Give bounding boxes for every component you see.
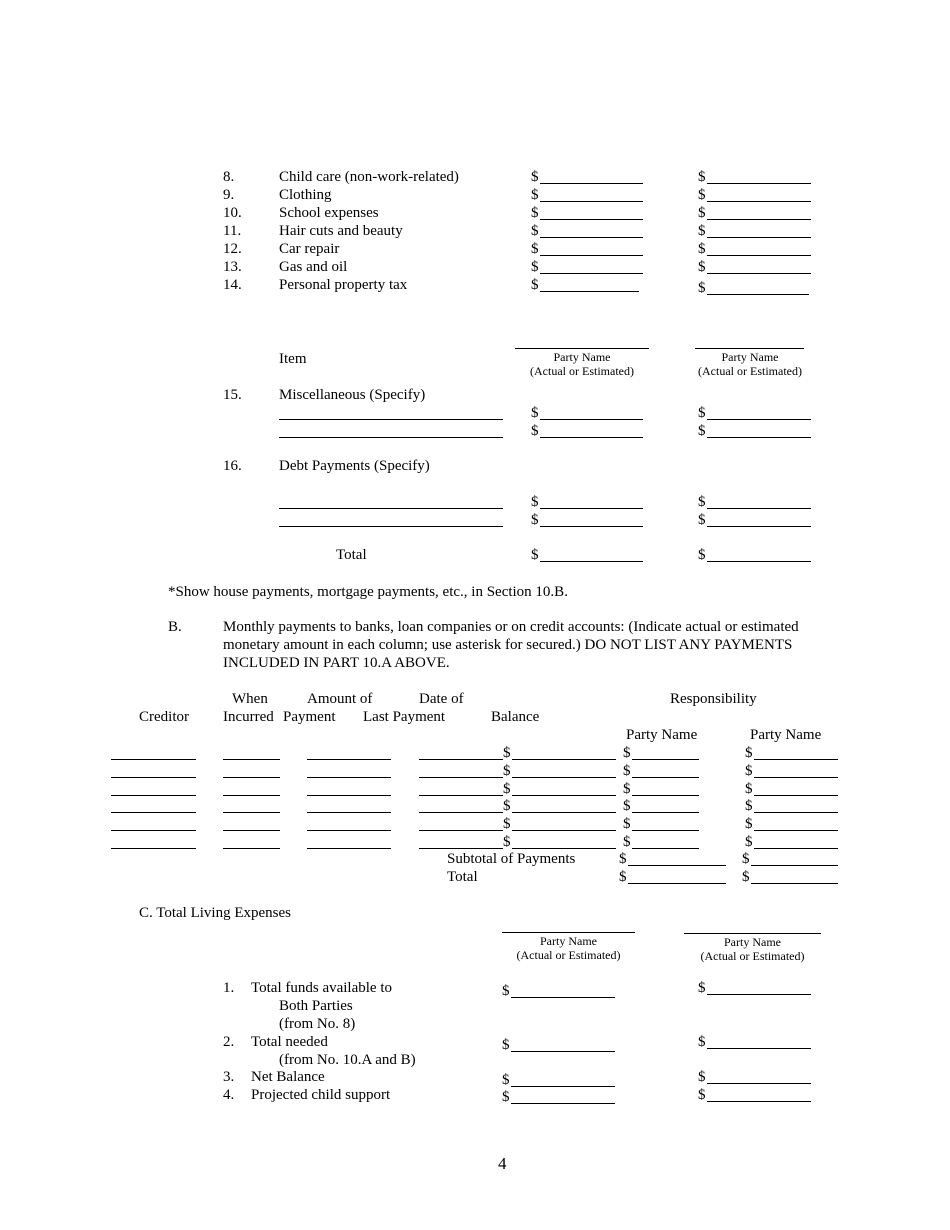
debt-amount-party-2-line[interactable] [707,526,811,527]
when-incurred-field[interactable] [223,812,280,813]
amount-of-payment-field[interactable] [307,759,391,760]
item-amount-party-2-line[interactable] [707,273,811,274]
when-incurred-field[interactable] [223,830,280,831]
party-1-responsibility-line[interactable] [632,812,699,813]
misc-amount-party-1-line[interactable] [540,419,643,420]
party-2-responsibility-line[interactable] [754,759,838,760]
misc-amount-party-2-dollar-sign: $ [698,423,706,439]
debt-label: Debt Payments (Specify) [279,458,430,474]
date-of-last-payment-field[interactable] [419,848,503,849]
balance-line[interactable] [512,795,616,796]
section-b-text-2: monetary amount in each column; use asterisk for secured.) DO NOT LIST ANY PAYMENTS [223,637,793,653]
party-1-responsibility-dollar-sign: $ [623,745,631,761]
debt-amount-party-1-dollar-sign: $ [531,512,539,528]
c-amount-party-2-dollar-sign: $ [698,1069,706,1085]
party-name-label-2: Party Name [721,350,779,364]
c-amount-party-2-dollar-sign: $ [698,980,706,996]
b-total-party-2-dollar-sign: $ [742,869,750,885]
misc-amount-party-1-dollar-sign: $ [531,405,539,421]
party-1-responsibility-line[interactable] [632,848,699,849]
item-amount-party-1-line[interactable] [540,219,643,220]
balance-dollar-sign: $ [503,798,511,814]
debt-amount-party-1-line[interactable] [540,508,643,509]
debt-amount-party-2-dollar-sign: $ [698,494,706,510]
item-amount-party-2-line[interactable] [707,237,811,238]
debt-amount-party-2-line[interactable] [707,508,811,509]
amount-of-payment-field[interactable] [307,777,391,778]
c-party-name-label-2: Party Name [724,935,781,949]
date-of-last-payment-field[interactable] [419,759,503,760]
party-2-responsibility-line[interactable] [754,795,838,796]
header-payment: Payment [283,709,336,725]
balance-line[interactable] [512,812,616,813]
party-2-responsibility-line[interactable] [754,777,838,778]
c-item-1-sub-1: Both Parties [279,998,353,1014]
c-amount-party-1-dollar-sign: $ [502,983,510,999]
date-of-last-payment-field[interactable] [419,812,503,813]
creditor-field[interactable] [111,759,196,760]
item-number: 12. [223,241,242,257]
c-amount-party-1-dollar-sign: $ [502,1037,510,1053]
b-total-party-1-dollar-sign: $ [619,851,627,867]
total-party-2-line[interactable] [707,561,811,562]
party-2-responsibility-line[interactable] [754,848,838,849]
party-2-responsibility-dollar-sign: $ [745,798,753,814]
misc-amount-party-2-line[interactable] [707,437,811,438]
total-party-1-line[interactable] [540,561,643,562]
balance-dollar-sign: $ [503,781,511,797]
c-amount-party-2-line[interactable] [707,1083,811,1084]
c-amount-party-1-line[interactable] [511,1086,615,1087]
balance-line[interactable] [512,777,616,778]
subtotal-label: Subtotal of Payments [447,851,576,867]
item-label: School expenses [279,205,379,221]
item-amount-party-1-dollar-sign: $ [531,223,539,239]
party-2-responsibility-dollar-sign: $ [745,781,753,797]
section-b-letter: B. [168,619,182,635]
item-label: Clothing [279,187,332,203]
party-2-responsibility-dollar-sign: $ [745,834,753,850]
debt-amount-party-2-dollar-sign: $ [698,512,706,528]
c-item-1-label: Total funds available to [251,980,392,996]
c-item-2-number: 2. [223,1034,235,1050]
c-party-name-line-1[interactable] [502,932,635,933]
misc-number: 15. [223,387,242,403]
party-2-responsibility-dollar-sign: $ [745,763,753,779]
section-b-total-label: Total [447,869,478,885]
party-2-responsibility-dollar-sign: $ [745,816,753,832]
amount-of-payment-field[interactable] [307,848,391,849]
actual-estimated-label-1: (Actual or Estimated) [530,364,634,378]
balance-dollar-sign: $ [503,763,511,779]
misc-amount-party-2-line[interactable] [707,419,811,420]
date-of-last-payment-field[interactable] [419,795,503,796]
item-number: 14. [223,277,242,293]
c-item-4-label: Projected child support [251,1087,391,1103]
creditor-field[interactable] [111,812,196,813]
item-amount-party-1-line[interactable] [540,183,643,184]
header-creditor: Creditor [139,709,189,725]
when-incurred-field[interactable] [223,777,280,778]
item-number: 10. [223,205,242,221]
section-note: *Show house payments, mortgage payments, etc., in Section 10.B. [168,584,568,600]
item-amount-party-2-line[interactable] [707,255,811,256]
total-party-1-dollar-sign: $ [531,547,539,563]
debt-amount-party-1-line[interactable] [540,526,643,527]
item-amount-party-1-line[interactable] [540,201,643,202]
party-1-responsibility-line[interactable] [632,795,699,796]
party-1-responsibility-dollar-sign: $ [623,798,631,814]
creditor-field[interactable] [111,848,196,849]
item-label: Gas and oil [279,259,348,275]
party-name-line-2[interactable] [695,348,804,349]
c-actual-estimated-label-1: (Actual or Estimated) [516,948,621,962]
item-amount-party-1-line[interactable] [540,291,639,292]
item-number: 13. [223,259,242,275]
party-2-responsibility-line[interactable] [754,812,838,813]
item-amount-party-2-dollar-sign: $ [698,223,706,239]
misc-specify-line[interactable] [279,419,503,420]
b-total-party-1-line[interactable] [628,865,726,866]
debt-specify-line[interactable] [279,508,503,509]
debt-number: 16. [223,458,242,474]
balance-line[interactable] [512,759,616,760]
header-responsibility: Responsibility [670,691,757,707]
party-name-label-1: Party Name [553,350,611,364]
item-amount-party-1-dollar-sign: $ [531,259,539,275]
balance-dollar-sign: $ [503,745,511,761]
party-2-responsibility-dollar-sign: $ [745,745,753,761]
actual-estimated-label-2: (Actual or Estimated) [698,364,802,378]
misc-label: Miscellaneous (Specify) [279,387,426,403]
b-total-party-2-line[interactable] [751,883,838,884]
c-amount-party-1-line[interactable] [511,997,615,998]
c-amount-party-2-line[interactable] [707,1048,811,1049]
section-c-title: C. Total Living Expenses [139,905,291,921]
item-label: Hair cuts and beauty [279,223,403,239]
header-incurred: Incurred [223,709,274,725]
party-1-responsibility-line[interactable] [632,777,699,778]
header-party-name-2: Party Name [750,727,822,743]
c-item-2-sub: (from No. 10.A and B) [279,1052,416,1068]
item-number: 8. [223,169,235,185]
balance-dollar-sign: $ [503,816,511,832]
page-number: 4 [498,1154,507,1173]
item-label: Child care (non-work-related) [279,169,459,185]
balance-dollar-sign: $ [503,834,511,850]
item-amount-party-1-dollar-sign: $ [531,187,539,203]
c-amount-party-2-dollar-sign: $ [698,1034,706,1050]
party-1-responsibility-line[interactable] [632,759,699,760]
item-amount-party-2-line[interactable] [707,294,809,295]
item-number: 11. [223,223,242,239]
item-label: Personal property tax [279,277,408,293]
c-amount-party-1-line[interactable] [511,1051,615,1052]
party-name-line-1[interactable] [515,348,649,349]
c-amount-party-2-line[interactable] [707,1101,811,1102]
when-incurred-field[interactable] [223,759,280,760]
party-2-responsibility-line[interactable] [754,830,838,831]
item-amount-party-1-line[interactable] [540,255,643,256]
balance-line[interactable] [512,848,616,849]
amount-of-payment-field[interactable] [307,812,391,813]
header-balance: Balance [491,709,540,725]
c-amount-party-1-dollar-sign: $ [502,1089,510,1105]
c-actual-estimated-label-2: (Actual or Estimated) [700,949,805,963]
c-item-2-label: Total needed [251,1034,328,1050]
header-when: When [232,691,268,707]
item-amount-party-1-dollar-sign: $ [531,241,539,257]
item-amount-party-1-dollar-sign: $ [531,169,539,185]
misc-specify-line[interactable] [279,437,503,438]
item-amount-party-1-line[interactable] [540,237,643,238]
header-amount-of: Amount of [307,691,373,707]
c-amount-party-2-dollar-sign: $ [698,1087,706,1103]
item-amount-party-2-dollar-sign: $ [698,280,706,296]
date-of-last-payment-field[interactable] [419,777,503,778]
item-amount-party-2-dollar-sign: $ [698,259,706,275]
c-item-4-number: 4. [223,1087,235,1103]
item-amount-party-2-dollar-sign: $ [698,169,706,185]
party-1-responsibility-dollar-sign: $ [623,834,631,850]
creditor-field[interactable] [111,830,196,831]
b-total-party-2-line[interactable] [751,865,838,866]
b-total-party-1-dollar-sign: $ [619,869,627,885]
b-total-party-2-dollar-sign: $ [742,851,750,867]
total-party-2-dollar-sign: $ [698,547,706,563]
c-item-3-number: 3. [223,1069,235,1085]
misc-amount-party-2-dollar-sign: $ [698,405,706,421]
balance-line[interactable] [512,830,616,831]
date-of-last-payment-field[interactable] [419,830,503,831]
item-number: 9. [223,187,235,203]
party-1-responsibility-dollar-sign: $ [623,763,631,779]
creditor-field[interactable] [111,795,196,796]
item-amount-party-1-dollar-sign: $ [531,205,539,221]
debt-specify-line[interactable] [279,526,503,527]
party-1-responsibility-dollar-sign: $ [623,781,631,797]
section-b-text-3: INCLUDED IN PART 10.A ABOVE. [223,655,450,671]
c-amount-party-2-line[interactable] [707,994,811,995]
party-1-responsibility-line[interactable] [632,830,699,831]
b-total-party-1-line[interactable] [628,883,726,884]
c-party-name-label-1: Party Name [540,934,597,948]
item-amount-party-1-dollar-sign: $ [531,277,539,293]
item-amount-party-1-line[interactable] [540,273,643,274]
c-amount-party-1-dollar-sign: $ [502,1072,510,1088]
item-amount-party-2-dollar-sign: $ [698,241,706,257]
creditor-field[interactable] [111,777,196,778]
misc-amount-party-1-dollar-sign: $ [531,423,539,439]
section-b-text-1: Monthly payments to banks, loan companies or on credit accounts: (Indicate actual or estimated [223,619,799,635]
total-label: Total [336,547,367,563]
item-amount-party-2-line[interactable] [707,201,811,202]
item-header: Item [279,351,307,367]
c-item-1-number: 1. [223,980,235,996]
item-amount-party-2-line[interactable] [707,183,811,184]
c-item-1-sub-2: (from No. 8) [279,1016,356,1032]
when-incurred-field[interactable] [223,795,280,796]
when-incurred-field[interactable] [223,848,280,849]
misc-amount-party-1-line[interactable] [540,437,643,438]
item-amount-party-2-line[interactable] [707,219,811,220]
c-party-name-line-2[interactable] [684,933,821,934]
header-date-of: Date of [419,691,464,707]
header-party-name-1: Party Name [626,727,698,743]
c-item-3-label: Net Balance [251,1069,325,1085]
c-amount-party-1-line[interactable] [511,1103,615,1104]
amount-of-payment-field[interactable] [307,795,391,796]
item-amount-party-2-dollar-sign: $ [698,187,706,203]
item-label: Car repair [279,241,340,257]
amount-of-payment-field[interactable] [307,830,391,831]
header-last-payment: Last Payment [363,709,446,725]
item-amount-party-2-dollar-sign: $ [698,205,706,221]
party-1-responsibility-dollar-sign: $ [623,816,631,832]
debt-amount-party-1-dollar-sign: $ [531,494,539,510]
